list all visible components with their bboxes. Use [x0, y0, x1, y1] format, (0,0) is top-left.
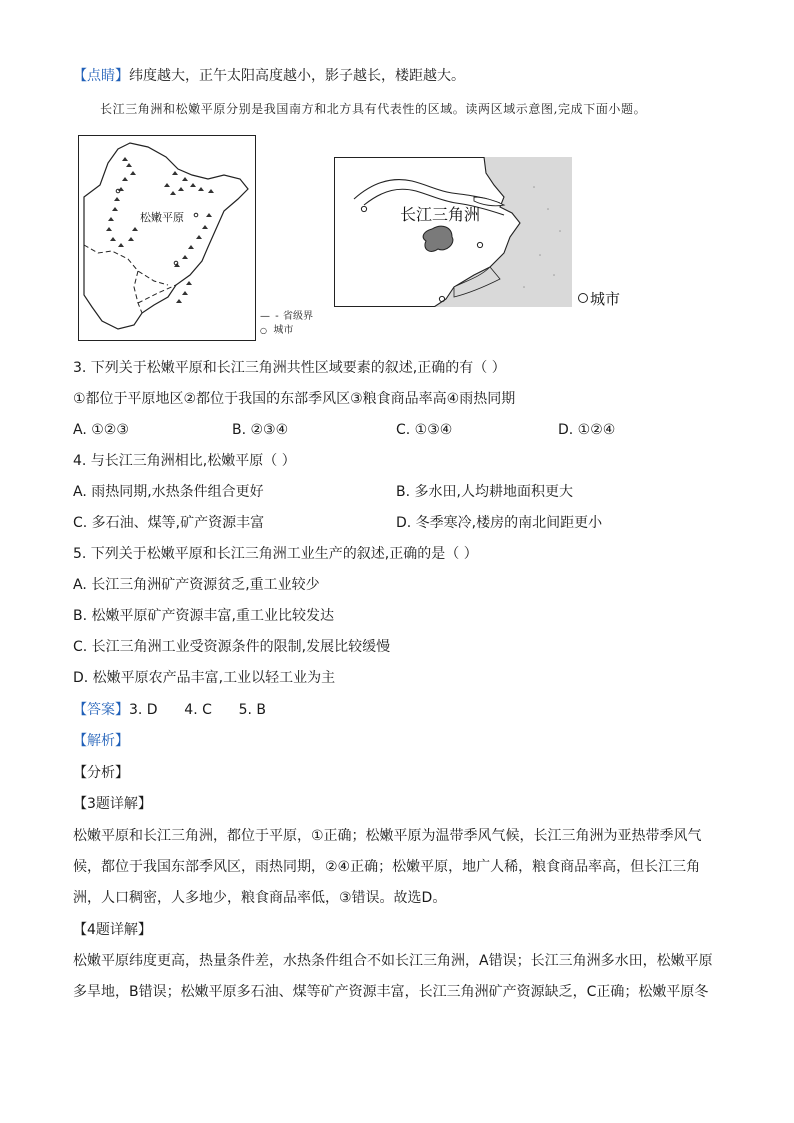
q3-detail-tag: 【3题详解】: [73, 796, 152, 812]
legend-border-label: 省级界: [282, 311, 313, 322]
q3-option-a: A. ①②③: [73, 422, 129, 438]
q5-option-d: D. 松嫩平原农产品丰富,工业以轻工业为主: [73, 670, 336, 686]
q3-statements: ①都位于平原地区②都位于我国的东部季风区③粮食商品率高④雨热同期: [73, 391, 516, 407]
q4-stem: 4. 与长江三角洲相比,松嫩平原（ ）: [73, 453, 296, 469]
q4-option-a: A. 雨热同期,水热条件组合更好: [73, 484, 264, 500]
q5-stem: 5. 下列关于松嫩平原和长江三角洲工业生产的叙述,正确的是（ ）: [73, 546, 478, 562]
intro-text: 长江三角洲和松嫩平原分别是我国南方和北方具有代表性的区域。读两区域示意图,完成下面小题。: [100, 102, 647, 116]
legend-city-label: 城市: [273, 325, 294, 336]
q3-detail-line: 松嫩平原和长江三角洲，都位于平原，①正确；松嫩平原为温带季风气候，长江三角洲为亚热带季风气: [73, 828, 702, 844]
q5-option-b: B. 松嫩平原矿产资源丰富,重工业比较发达: [73, 608, 334, 624]
tip-text: 纬度越大，正午太阳高度越小，影子越长，楼距越大。: [129, 68, 465, 84]
legend-city-marker: [578, 293, 588, 303]
q3-option-b: B. ②③④: [232, 422, 289, 438]
songnen-label: 松嫩平原: [140, 211, 184, 224]
q4-detail-line: 多旱地，B错误；松嫩平原多石油、煤等矿产资源丰富，长江三角洲矿产资源缺乏，C正确；松嫩平原冬: [73, 984, 709, 1000]
songnen-legend: [260, 310, 313, 338]
q3-stem: 3. 下列关于松嫩平原和长江三角洲共性区域要素的叙述,正确的有（ ）: [73, 360, 506, 376]
analysis-tag: 【解析】: [73, 733, 129, 749]
songnen-map: [78, 135, 256, 341]
yangtze-delta-map: [334, 157, 572, 307]
q4-option-d: D. 冬季寒冷,楼房的南北间距更小: [396, 515, 603, 531]
yangtze-label: 长江三角洲: [400, 205, 481, 224]
fenxi-tag: 【分析】: [73, 765, 129, 781]
q5-option-a: A. 长江三角洲矿产资源贫乏,重工业较少: [73, 577, 320, 593]
tip-line: [73, 67, 465, 85]
right-map-legend: [578, 288, 620, 309]
legend-border-row: — - 省级界: [260, 311, 313, 322]
q4-detail-tag: 【4题详解】: [73, 922, 152, 938]
q3-detail-line: 候，都位于我国东部季风区，雨热同期，②④正确；松嫩平原，地广人稀，粮食商品率高，但长江三角: [73, 859, 701, 875]
q5-option-c: C. 长江三角洲工业受资源条件的限制,发展比较缓慢: [73, 639, 391, 655]
q3-option-d: D. ①②④: [558, 422, 616, 438]
tip-tag: 【点睛】: [73, 68, 129, 84]
answer-tag: 【答案】: [73, 702, 129, 718]
right-map-city-label: 城市: [590, 290, 621, 308]
q3-option-c: C. ①③④: [396, 422, 453, 438]
answer-line: [73, 701, 266, 719]
legend-city-row: ○ 城市: [260, 325, 294, 336]
q4-option-c: C. 多石油、煤等,矿产资源丰富: [73, 515, 265, 531]
q3-detail-line: 洲，人口稠密，人多地少，粮食商品率低，③错误。故选D。: [73, 890, 447, 906]
q4-option-b: B. 多水田,人均耕地面积更大: [396, 484, 573, 500]
answer-text: 3. D 4. C 5. B: [129, 702, 266, 718]
q4-detail-line: 松嫩平原纬度更高，热量条件差，水热条件组合不如长江三角洲，A错误；长江三角洲多水田，松嫩平原: [73, 953, 713, 969]
